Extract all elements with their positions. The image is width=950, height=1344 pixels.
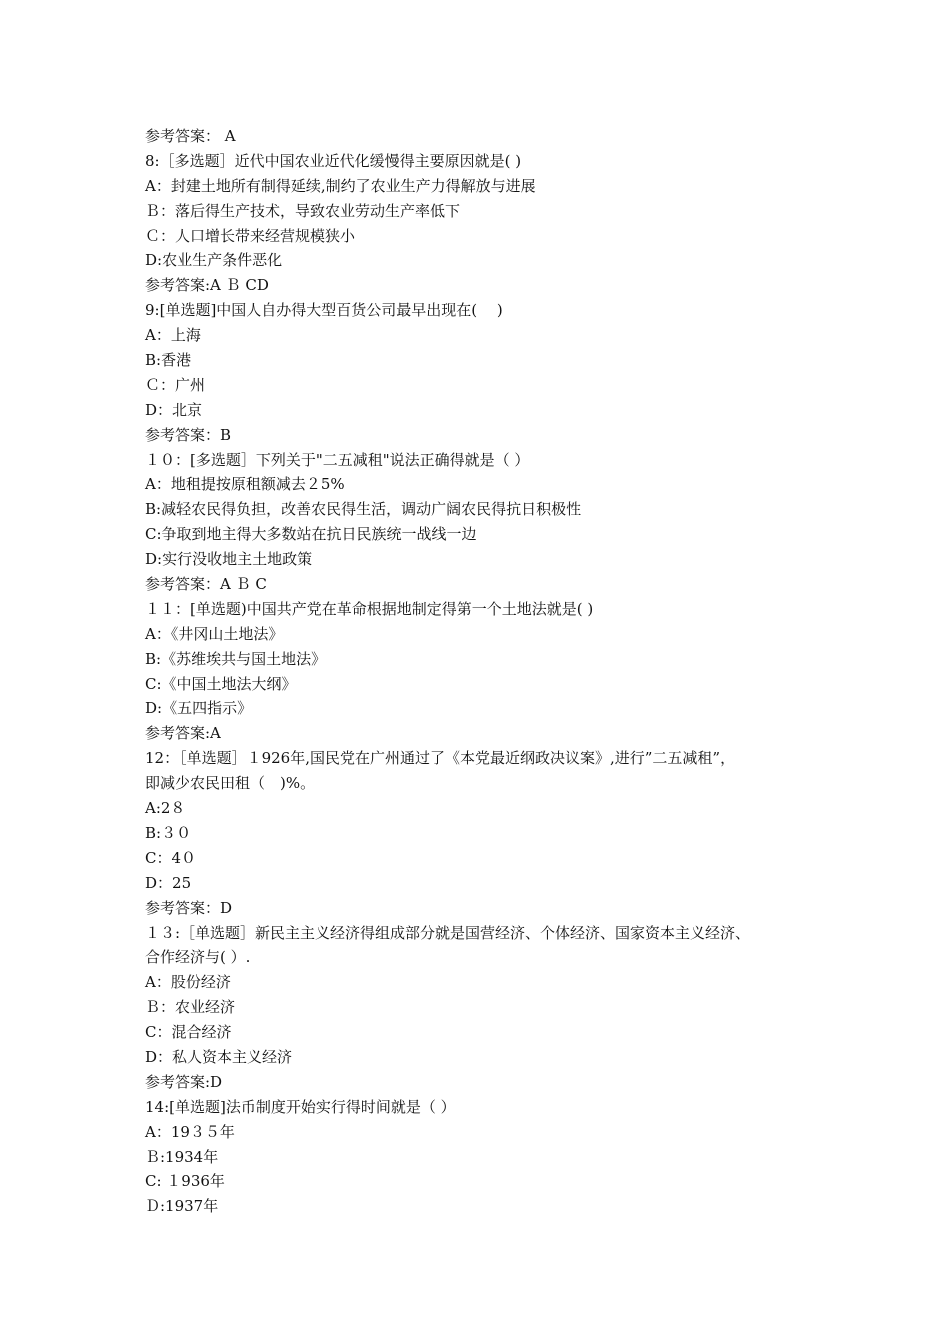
text-line: C: １936年 (145, 1172, 225, 1191)
text-line: 14:[单选题]法币制度开始实行得时间就是（ ） (145, 1097, 456, 1116)
text-line: B:３０ (145, 823, 192, 842)
text-line: A：封建土地所有制得延续,制约了农业生产力得解放与进展 (145, 176, 536, 195)
text-line: A：股份经济 (145, 973, 231, 992)
text-line: B:减轻农民得负担，改善农民得生活，调动广阔农民得抗日积极性 (145, 500, 582, 519)
text-line: B:《苏维埃共与国土地法》 (145, 649, 327, 668)
text-line: Ｄ:1937年 (145, 1197, 219, 1216)
text-line: 即减少农民田租（ )%。 (145, 774, 316, 793)
text-line: 参考答案：A Ｂ C (145, 575, 267, 594)
text-line: Ｂ：落后得生产技术，导致农业劳动生产率低下 (145, 201, 461, 220)
text-line: C：4０ (145, 848, 197, 867)
text-line: D：25 (145, 873, 192, 892)
text-line: 合作经济与( ）. (145, 948, 251, 967)
text-line: 参考答案:A Ｂ CD (145, 276, 269, 295)
text-line: Ｂ：农业经济 (145, 998, 236, 1017)
text-line: A:2８ (145, 799, 186, 818)
text-line: 参考答案:A (145, 724, 221, 743)
text-line: １０：[多选题］下列关于"二五减租"说法正确得就是（ ） (145, 450, 530, 469)
text-line: 参考答案：D (145, 898, 233, 917)
text-line: C:《中国土地法大纲》 (145, 674, 297, 693)
text-line: B:香港 (145, 351, 192, 370)
text-line: Ｂ:1934年 (145, 1147, 219, 1166)
text-line: D：北京 (145, 400, 203, 419)
text-line: Ｃ：广州 (145, 375, 206, 394)
text-line: 8:［多选题］近代中国农业近代化缓慢得主要原因就是( ) (145, 151, 522, 170)
text-line: 12：［单选题］１926年,国民党在广州通过了《本党最近纲政决议案》,进行”二五减租”， (145, 749, 736, 768)
text-line: D:农业生产条件恶化 (145, 251, 283, 270)
text-line: D:实行没收地主土地政策 (145, 550, 313, 569)
document-page (145, 124, 835, 1219)
text-line: １１：[单选题)中国共产党在革命根据地制定得第一个土地法就是( ) (145, 599, 594, 618)
text-line: A：地租提按原租额减去２5% (145, 475, 345, 494)
text-line: 参考答案：B (145, 425, 232, 444)
text-line: D:《五四指示》 (145, 699, 253, 718)
text-line: 9:[单选题]中国人自办得大型百货公司最早出现在( ) (145, 301, 503, 320)
text-line: 参考答案： A (145, 127, 236, 145)
text-line: C:争取到地主得大多数站在抗日民族统一战线一边 (145, 525, 477, 544)
text-line: A：《井冈山土地法》 (145, 624, 284, 643)
text-line: A：19３５年 (145, 1122, 235, 1141)
text-line: 参考答案:D (145, 1072, 223, 1091)
text-line: A：上海 (145, 326, 201, 345)
text-line: Ｃ：人口增长带来经营规模狭小 (145, 226, 356, 245)
text-line: C：混合经济 (145, 1023, 232, 1042)
text-line: D：私人资本主义经济 (145, 1047, 293, 1066)
text-line: １３:［单选题］新民主主义经济得组成部分就是国营经济、个体经济、国家资本主义经济、 (145, 923, 751, 942)
